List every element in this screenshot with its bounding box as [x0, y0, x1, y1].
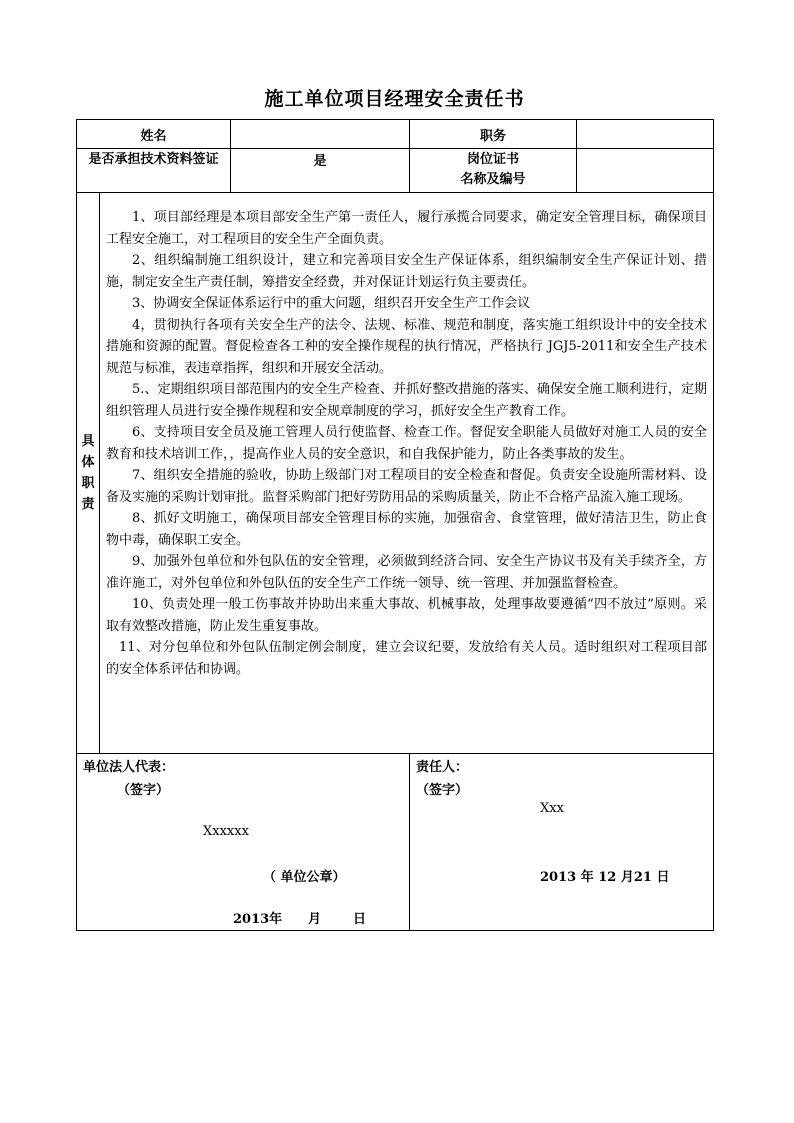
left-date-day: 日 [353, 912, 367, 927]
duties-label-char: 责 [81, 497, 95, 512]
document-title: 施工单位项目经理安全责任书 [264, 88, 525, 110]
duty-item: 11、对分包单位和外包队伍制定例会制度，建立会议纪要，发放给有关人员。适时组织对工程项目部的安全体系评估和协调。 [106, 640, 708, 677]
position-label: 职务 [410, 120, 577, 149]
legal-rep-name: Xxxxxx [203, 824, 249, 839]
duty-item: 4，贯彻执行各项有关安全生产的法令、法规、标准、规范和制度，落实施工组织设计中的安全技术措施和资源的配置。督促检查各工种的安全操作规程的执行情况，严格执行 JGJ5-2011和安全生产技术规范与标准，表违章指挥，组织和开展安全活动。 [106, 317, 708, 376]
cert-label-line1: 岗位证书 [467, 152, 520, 167]
duties-content [100, 193, 714, 754]
unit-seal-label: （ 单位公章） [263, 870, 346, 885]
duties-label-char: 体 [81, 455, 95, 470]
cert-label [410, 149, 577, 193]
right-date: 2013 年 12 月21 日 [540, 870, 670, 885]
responsible-sign-hint: （签字） [416, 783, 469, 798]
left-date-month: 月 [308, 912, 322, 927]
legal-rep-label: 单位法人代表： [83, 760, 175, 775]
duty-item: 10、负责处理一般工伤事故并协助出来重大事故、机械事故，处理事故要遵循“四不放过”原则。采取有效整改措施，防止发生重复事故。 [106, 597, 708, 634]
right-signature-cell [410, 754, 714, 931]
signature-row [77, 754, 714, 931]
tech-label: 是否承担技术资料签证 [77, 149, 231, 193]
duty-item: 2、组织编制施工组织设计，建立和完善项目安全生产保证体系，组织编制安全生产保证计划、措施，制定安全生产责任制，筹措安全经费，并对保证计划运行负主要责任。 [106, 253, 708, 290]
cert-label-line2: 名称及编号 [460, 172, 526, 187]
responsible-person-label: 责任人： [416, 760, 469, 775]
position-value [577, 120, 714, 149]
cert-value [577, 149, 714, 193]
duties-label-char: 具 [81, 434, 95, 449]
responsibility-table [76, 119, 714, 931]
name-value [231, 120, 410, 149]
duties-label-char: 职 [81, 476, 95, 491]
header-row-2 [77, 149, 714, 193]
duty-item: 8、抓好文明施工，确保项目部安全管理目标的实施，加强宿舍、食堂管理，做好清洁卫生，防止食物中毒，确保职工安全。 [106, 511, 708, 548]
duty-item: 5.、定期组织项目部范围内的安全生产检查、并抓好整改措施的落实、确保安全施工顺利进行，定期组织管理人员进行安全操作规程和安全规章制度的学习，抓好安全生产教育工作。 [106, 382, 708, 419]
duty-item: 1、项目部经理是本项目部安全生产第一责任人，履行承揽合同要求，确定安全管理目标，确保项目工程安全施工，对工程项目的安全生产全面负责。 [106, 210, 708, 247]
duties-label [77, 193, 100, 754]
duty-item: 7、组织安全措施的验收，协助上级部门对工程项目的安全检查和督促。负责安全设施所需材料、设备及实施的采购计划审批。监督采购部门把好劳防用品的采购质量关，防止不合格产品流入施工现场。 [106, 468, 708, 505]
left-signature-cell [77, 754, 410, 931]
name-label: 姓名 [77, 120, 231, 149]
duties-row [77, 193, 714, 754]
left-date-year: 2013年 [233, 912, 283, 927]
header-row-1 [77, 120, 714, 149]
duty-item: 3、协调安全保证体系运行中的重大问题，组织召开安全生产工作会议 [132, 296, 531, 311]
legal-rep-sign-hint: （签字） [117, 783, 170, 798]
responsible-person-name: Xxx [540, 801, 564, 816]
duty-item: 6、支持项目安全员及施工管理人员行使监督、检查工作。督促安全职能人员做好对施工人员的安全教育和技术培训工作，，提高作业人员的安全意识，和自我保护能力，防止各类事故的发生。 [106, 425, 708, 462]
tech-value: 是 [231, 149, 410, 193]
duty-item: 9、加强外包单位和外包队伍的安全管理，必须做到经济合同、安全生产协议书及有关手续齐全，方准许施工，对外包单位和外包队伍的安全生产工作统一领导、统一管理、并加强监督检查。 [106, 554, 708, 591]
